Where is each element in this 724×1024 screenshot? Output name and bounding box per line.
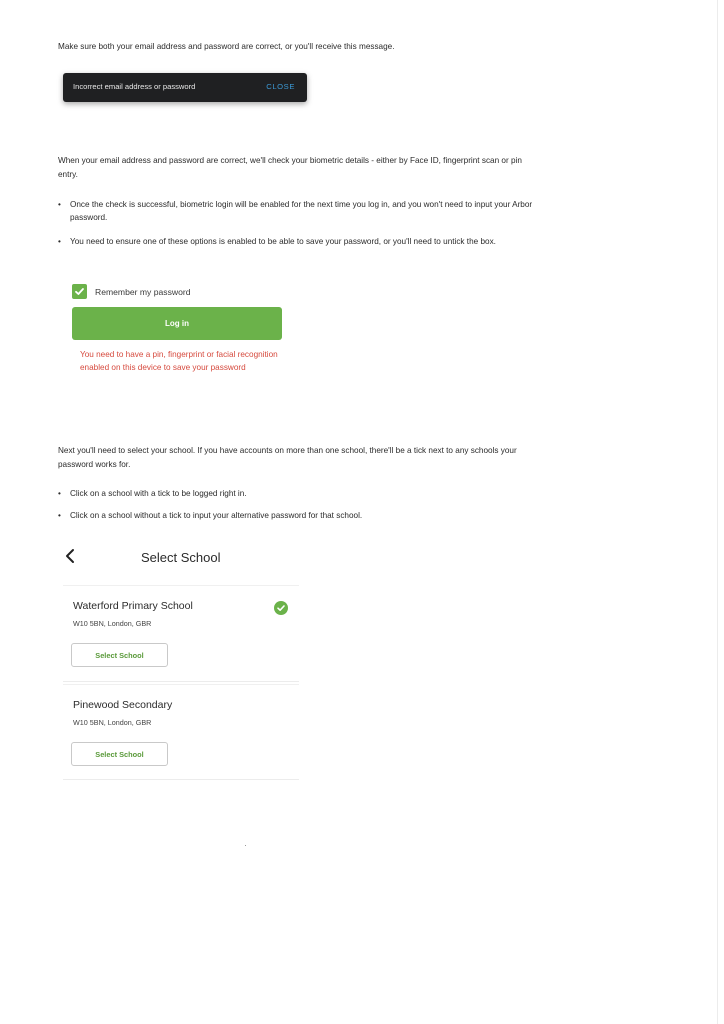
remember-password-label: Remember my password [95,287,191,297]
intro-text: Make sure both your email address and password are correct, or you'll receive this message. [58,42,395,51]
bullet-text: Once the check is successful, biometric login will be enabled for the next time you log in, and you won't need to input your Arbor password. [70,200,533,222]
school-address: W10 5BN, London, GBR [73,619,152,628]
bullet-dot: • [58,200,61,209]
scan-speck [245,845,246,846]
select-school-button-label: Select School [95,651,144,660]
bullet-dot: • [58,489,61,498]
bullet-text: Click on a school with a tick to be logged right in. [70,489,247,498]
school-card[interactable] [63,585,299,682]
select-school-button-label: Select School [95,750,144,759]
select-school-button[interactable] [71,643,168,667]
back-button[interactable] [64,548,76,569]
school-card[interactable] [63,684,299,780]
bullet-text: Click on a school without a tick to input your alternative password for that school. [70,511,363,520]
chevron-left-icon [64,548,76,564]
error-message: You need to have a pin, fingerprint or facial recognition enabled on this device to save your password [80,350,278,372]
toast-message: Incorrect email address or password [73,82,196,91]
bullet-text: You need to ensure one of these options is enabled to be able to save your password, or you'll need to untick the box. [70,237,496,246]
page-edge-line [717,0,718,1024]
select-school-title: Select School [141,550,221,565]
school-name: Pinewood Secondary [73,699,173,711]
checkmark-icon [74,286,85,297]
select-school-button[interactable] [71,742,168,766]
bullet-dot: • [58,511,61,520]
toast-close-button[interactable]: CLOSE [266,82,295,91]
school-name: Waterford Primary School [73,600,193,612]
login-button-label: Log in [165,319,189,328]
login-button[interactable] [72,307,282,340]
password-match-tick-icon [274,601,288,615]
error-toast [63,73,307,102]
school-address: W10 5BN, London, GBR [73,718,152,727]
checkmark-icon [276,603,286,613]
school-text: Next you'll need to select your school. If you have accounts on more than one school, there'll be a tick next to any schools your password works for. [58,446,517,469]
biometric-text: When your email address and password are correct, we'll check your biometric details - either by Face ID, fingerprint scan or pin entry. [58,156,522,179]
bullet-dot: • [58,237,61,246]
remember-password-checkbox[interactable] [72,284,87,299]
